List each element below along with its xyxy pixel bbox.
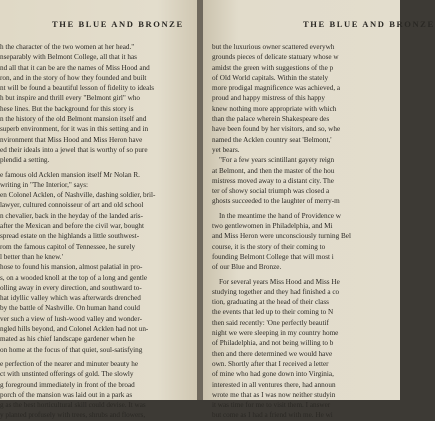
text-line: y planted profusely with trees, shrubs and flowers, <box>0 411 146 420</box>
text-line: porch of the mansion was laid out in a park as <box>0 390 133 399</box>
text-line: n chevalier, back in the heyday of the landed aris- <box>0 211 144 220</box>
text-line: hat idyllic valley which was afterwards drenched <box>0 294 141 303</box>
text-line: studying together and they had finished a co <box>212 287 340 296</box>
text-line: own. Shortly after that I received a letter <box>212 359 329 368</box>
text-line: nvironment that Miss Hood and Miss Heron have <box>0 135 143 144</box>
text-line: rom the famous capitol of Tennessee, he surely <box>0 242 136 251</box>
text-line: l better than he knew.' <box>0 252 63 261</box>
text-line: nt will be found a beautiful lesson of fidelity to ideals <box>0 84 155 93</box>
text-line: olling away in every direction, and southward to- <box>0 283 142 292</box>
text-line: interested in all ventures there, had announ <box>212 380 336 389</box>
text-line: named the Acklen country seat 'Belmont,' <box>212 135 332 144</box>
text-line: In the meantime the hand of Providence w <box>219 211 341 220</box>
text-line: plendid a setting. <box>0 156 50 165</box>
text-line: ct with unstinted offerings of gold. The slowly <box>0 370 134 379</box>
text-line: hese lines. But the background for this story is <box>0 104 134 113</box>
left-page <box>0 0 197 420</box>
text-line: ghosts succeeded to the laughter of merry-m <box>212 197 340 206</box>
text-line: mated as his chief landscape gardener when he <box>0 335 135 344</box>
text-line: of our Blue and Bronze. <box>212 263 282 272</box>
text-line: ter of showy social triumph was closed a <box>212 187 330 196</box>
text-line: s, on a wooded knoll at the top of a long and gentle <box>0 273 148 282</box>
text-line: then said recently: 'One perfectly beautif <box>212 318 329 327</box>
text-line: nseparably with Belmont College, all that it has <box>0 53 137 62</box>
text-line: g foreground immediately in front of the broad <box>0 380 135 389</box>
text-line: For several years Miss Hood and Miss He <box>219 277 340 286</box>
text-line: en Colonel Acklen, of Nashville, dashing soldier, bril- <box>0 191 156 200</box>
text-line: but the luxurious owner scattered everywh <box>212 43 335 51</box>
text-line: night we were sleeping in my country home <box>212 329 339 338</box>
text-line: spread estate on the highlands a little southwest- <box>0 232 140 241</box>
text-line: grounds pieces of delicate statuary whose w <box>212 53 339 62</box>
text-line: course, it is the story of their coming to <box>212 242 326 251</box>
text-line: wrote me that as I was now neither studyin <box>212 390 336 399</box>
text-line: knew nothing more appropriate with which <box>212 104 337 113</box>
text-line: it was time for me to visit them. I answer <box>212 401 331 410</box>
text-line: ngled hills beyond, and Colonel Acklen had not un- <box>0 325 149 334</box>
text-line: of mine who had gone down into Virginia, <box>212 370 334 379</box>
text-line: by the battle of Nashville. On human hand could <box>0 304 140 313</box>
text-line: g as the best horticultural skill could devise. It was <box>0 401 146 410</box>
text-line: on home at the focus of that quiet, soul-satisfying <box>0 345 143 354</box>
right-page <box>203 0 435 420</box>
text-line: of Old World capitals. Within the stately <box>212 73 329 82</box>
text-line: proud and happy mistress of this happy <box>212 94 325 103</box>
text-line: yet bears. <box>212 145 240 154</box>
text-line: then and there determined we would have <box>212 349 333 358</box>
text-line: "For a few years scintillant gayety reign <box>219 156 335 165</box>
text-line: h but inspire and thrill every "Belmont girl" who <box>0 94 141 103</box>
text-line: more prodigal magnificence was achieved, a <box>212 84 341 93</box>
text-line: e perfection of the nearer and minuter beauty he <box>0 359 139 368</box>
text-line: tion, graduating at the head of their class <box>212 298 329 307</box>
text-line: founding Belmont College that will most i <box>212 252 334 261</box>
text-line: ron, and in the story of how they founded and built <box>0 73 147 82</box>
right-running-head: THE BLUE AND BRONZE <box>303 19 435 29</box>
text-line: hose to found his mansion, almost palatial in pro- <box>0 263 143 272</box>
text-line: than the palace wherein Shakespeare des <box>212 115 330 124</box>
text-line: the events that led up to their coming to N <box>212 308 334 317</box>
text-line: have been found by her visitors, and so, whe <box>212 125 341 134</box>
right-page-body <box>212 42 404 421</box>
text-line: superb environment, for it was in this setting and in <box>0 125 149 134</box>
left-running-head: THE BLUE AND BRONZE <box>52 19 184 29</box>
text-line: after the Mexican and before the civil war, bought <box>0 222 145 231</box>
text-line: two gentlewomen in Philadelphia, and Mi <box>212 222 333 231</box>
text-line: mistress moved away to a distant city. The <box>212 176 334 185</box>
text-line: ver such a view of lush-wood valley and wonder- <box>0 314 142 323</box>
text-line: n the history of the old Belmont mansion itself and <box>0 115 147 124</box>
text-line: at Belmont, and then the master of the hou <box>212 166 335 175</box>
text-line: and Miss Heron were unconsciously turning Bel <box>212 232 351 241</box>
text-line: of Philadelphia, and not being willing to b <box>212 339 334 348</box>
text-line: writing in "The Interior," says: <box>0 180 89 189</box>
text-line: ed their ideals into a jewel that is worthy of so pure <box>0 145 148 154</box>
text-line: lawyer, cultured connoisseur of art and old school <box>0 201 144 210</box>
text-line: h the character of the two women at her head." <box>0 43 135 51</box>
text-line: nd all that it can be are the names of Miss Hood and <box>0 63 150 72</box>
text-line: e famous old Acklen mansion itself Mr Nolan R. <box>0 170 140 179</box>
left-page-body <box>0 42 190 421</box>
text-line: but come as I had a friend with me. He wi <box>212 411 333 420</box>
text-line: amidst the green with suggestions of the p <box>212 63 334 72</box>
